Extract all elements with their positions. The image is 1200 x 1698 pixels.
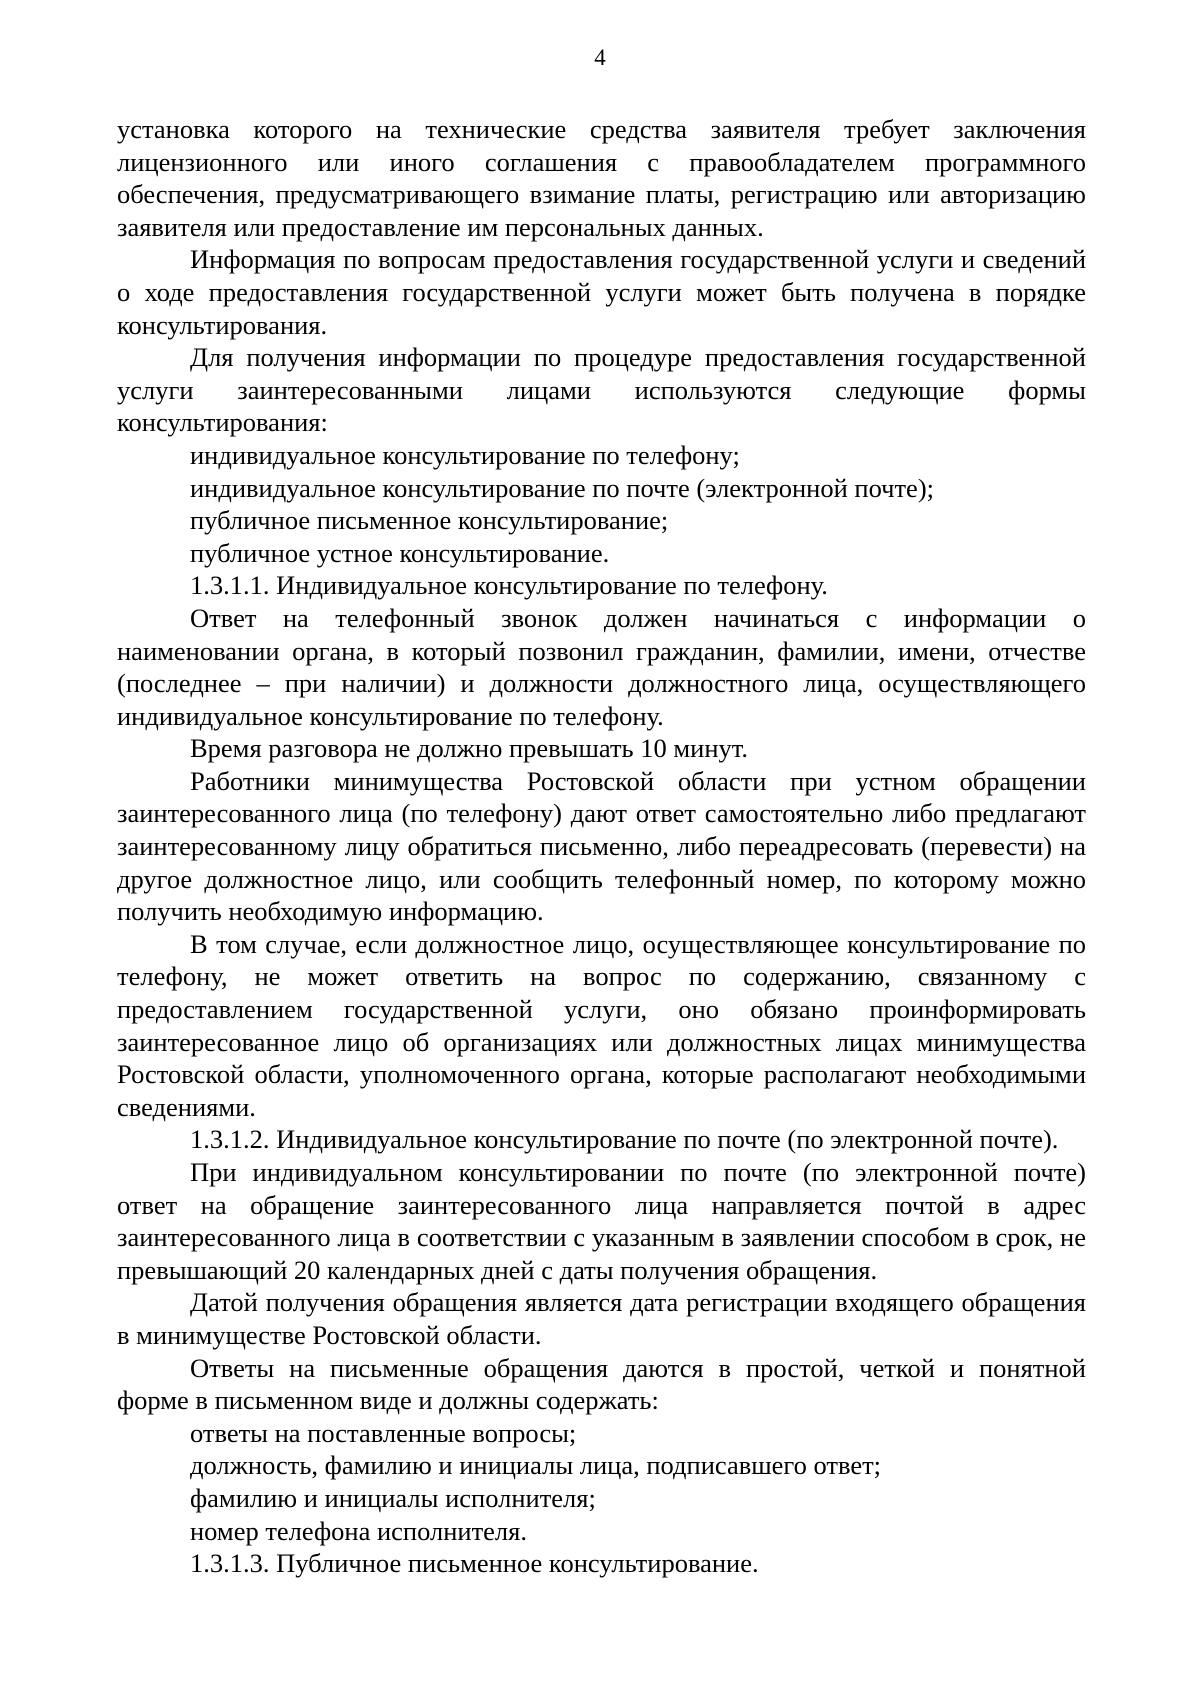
paragraph: Информация по вопросам предоставления государственной услуги и сведений о ходе предоставления государственной услуги может быть получена в порядке консультирования. (117, 244, 1086, 340)
list-item: индивидуальное консультирование по почте (электронной почте); (190, 472, 935, 503)
list-item: индивидуальное консультирование по телефону; (190, 439, 740, 470)
paragraph: При индивидуальном консультировании по почте (по электронной почте) ответ на обращение заинтересованного лица направляется почтой в адрес заинтересованного лица в соответствии с указанным в заявлении способом в срок, не превышающий 20 календарных дней с даты получения обращения. (117, 1157, 1086, 1285)
list-item: фамилию и инициалы исполнителя; (190, 1482, 596, 1513)
page-body (117, 113, 1086, 1580)
paragraph: установка которого на технические средства заявителя требует заключения лицензионного или иного соглашения с правообладателем программного обеспечения, предусматривающего взимание платы, регистрацию или авторизацию заявителя или предоставление им персональных данных. (117, 114, 1086, 242)
paragraph: Время разговора не должно превышать 10 минут. (190, 733, 748, 764)
paragraph: Ответ на телефонный звонок должен начинаться с информации о наименовании органа, в который позвонил гражданин, фамилии, имени, отчестве (последнее – при наличии) и должности должностного лица, осуществляющего индивидуальное консультирование по телефону. (117, 602, 1086, 731)
list-item: номер телефона исполнителя. (190, 1515, 527, 1546)
section-heading: 1.3.1.2. Индивидуальное консультирование по почте (по электронной почте). (190, 1124, 1059, 1155)
section-heading: 1.3.1.3. Публичное письменное консультирование. (190, 1548, 759, 1579)
list-item: ответы на поставленные вопросы; (190, 1417, 577, 1448)
paragraph: Ответы на письменные обращения даются в простой, четкой и понятной форме в письменном виде и должны содержать: (117, 1352, 1086, 1416)
paragraph: В том случае, если должностное лицо, осуществляющее консультирование по телефону, не может ответить на вопрос по содержанию, связанному с предоставлением государственной услуги, оно обязано проинформировать заинтересованное лицо об организациях или должностных лицах минимущества Ростовской области, уполномоченного органа, которые располагают необходимыми сведениями. (117, 928, 1086, 1122)
list-item: публичное письменное консультирование; (190, 505, 669, 536)
list-item: публичное устное консультирование. (190, 537, 610, 568)
paragraph: Для получения информации по процедуре предоставления государственной услуги заинтересованными лицами используются следующие формы консультирования: (117, 342, 1086, 438)
page-number: 4 (594, 45, 606, 70)
paragraph: Работники минимущества Ростовской области при устном обращении заинтересованного лица (по телефону) дают ответ самостоятельно либо предлагают заинтересованному лицу обратиться письменно, либо переадресовать (перевести) на другое должностное лицо, или сообщить телефонный номер, по которому можно получить необходимую информацию. (117, 765, 1086, 927)
list-item: должность, фамилию и инициалы лица, подписавшего ответ; (190, 1450, 882, 1481)
section-heading: 1.3.1.1. Индивидуальное консультирование по телефону. (190, 570, 828, 601)
paragraph: Датой получения обращения является дата регистрации входящего обращения в минимуществе Ростовской области. (117, 1287, 1086, 1350)
